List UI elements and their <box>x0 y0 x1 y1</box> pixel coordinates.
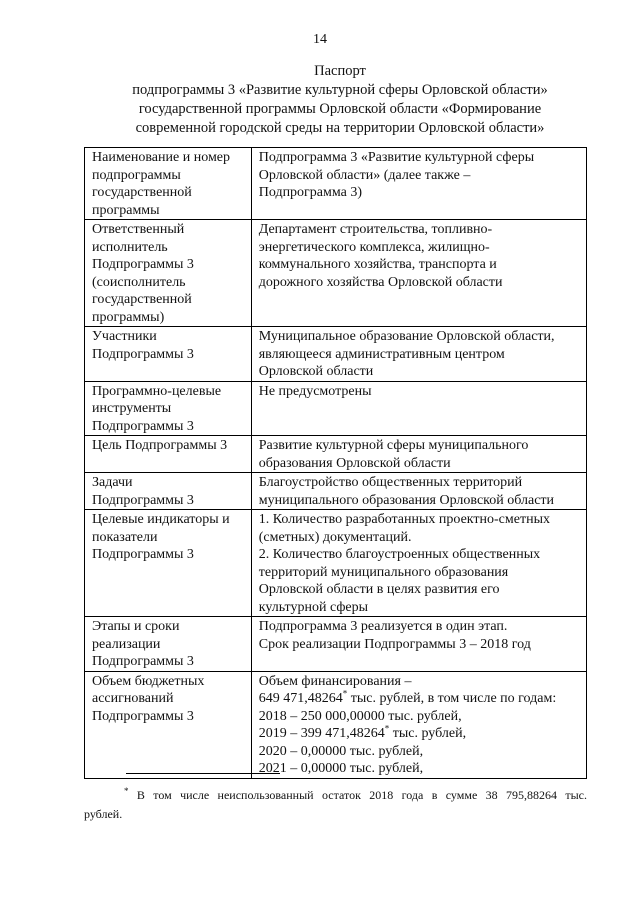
row-value-line: коммунального хозяйства, транспорта и <box>258 257 497 272</box>
row-value-line: Орловской области <box>258 364 374 379</box>
budget-total-suffix: тыс. рублей, в том числе по годам: <box>347 691 557 706</box>
row-label-line: государственной <box>92 292 192 307</box>
row-label-line: Подпрограммы 3 <box>92 654 194 669</box>
table-row <box>85 148 587 220</box>
row-label-line: инструменты <box>92 401 172 416</box>
row-label-cell <box>85 510 252 617</box>
table-row <box>85 617 587 672</box>
row-label-line: Задачи <box>92 475 133 490</box>
row-label-line: Ответственный <box>92 222 185 237</box>
row-label-line: показатели <box>92 529 158 545</box>
row-label-line: (соисполнитель <box>92 274 186 290</box>
row-value-cell <box>251 220 586 327</box>
title-line-1: Паспорт <box>314 63 366 79</box>
footnote-marker: * <box>384 723 390 734</box>
row-value-line: муниципального образования Орловской области <box>258 492 555 508</box>
footnote-marker: * <box>342 688 348 699</box>
budget-year-2019-amount: 2019 – 399 471,48264 <box>258 726 385 741</box>
row-value-line: Срок реализации Подпрограммы 3 – 2018 год <box>258 636 531 652</box>
table-row <box>85 436 587 473</box>
row-label-line: Подпрограммы 3 <box>92 346 194 362</box>
row-label-line: исполнитель <box>92 239 168 255</box>
row-label-line: программы) <box>92 309 165 325</box>
row-label-cell <box>85 617 252 672</box>
row-value-line: (сметных) документаций. <box>258 529 412 545</box>
row-label-cell <box>85 220 252 327</box>
budget-year-2018: 2018 – 250 000,00000 тыс. рублей, <box>258 708 462 724</box>
row-value-line: Орловской области в целях развития его <box>258 582 500 597</box>
title-line-3: государственной программы Орловской области «Формирование <box>138 101 542 117</box>
row-label-line: Цель Подпрограммы 3 <box>92 438 228 453</box>
table-row <box>85 510 587 617</box>
page-number: 14 <box>313 32 327 47</box>
row-label-line: ассигнований <box>92 691 174 706</box>
row-label-line: Программно-целевые <box>92 383 222 399</box>
row-label-line: Подпрограммы 3 <box>92 492 194 508</box>
row-label-cell <box>85 671 252 778</box>
row-value-cell <box>251 510 586 617</box>
table-row <box>85 473 587 510</box>
row-value-line: Муниципальное образование Орловской области, <box>258 329 555 344</box>
row-value-cell <box>251 148 586 220</box>
footnote <box>84 786 587 824</box>
row-value-line: энергетического комплекса, жилищно- <box>258 239 490 255</box>
table-row <box>85 327 587 382</box>
title-line-4: современной городской среды на территории Орловской области» <box>135 120 545 136</box>
row-value-cell <box>251 381 586 436</box>
footnote-line-1 <box>84 786 587 805</box>
row-value-line: Развитие культурной сферы муниципального <box>258 438 529 453</box>
table-row-budget <box>85 671 587 778</box>
row-value-line: 1. Количество разработанных проектно-сметных <box>258 512 550 527</box>
row-label-line: подпрограммы <box>92 167 181 183</box>
passport-table-body <box>85 148 587 779</box>
footnote-text-2: рублей. <box>84 807 123 821</box>
row-label-line: реализации <box>92 636 161 652</box>
row-value-line: Благоустройство общественных территорий <box>258 475 523 490</box>
row-label-line: Наименование и номер <box>92 150 231 165</box>
row-value-line: культурной сферы <box>258 599 369 615</box>
row-label-cell <box>85 327 252 382</box>
row-label-cell <box>85 436 252 473</box>
row-label-line: Подпрограммы 3 <box>92 257 194 272</box>
budget-total-amount: 649 471,48264 <box>258 691 343 706</box>
row-label-line: Объем бюджетных <box>92 673 205 689</box>
budget-total-line <box>259 690 582 708</box>
row-value-line: Орловской области» (далее также – <box>258 167 471 183</box>
row-label-line: Подпрограммы 3 <box>92 418 194 434</box>
row-value-line: являющееся административным центром <box>258 346 505 362</box>
budget-year-2019-suffix: тыс. рублей, <box>389 726 467 741</box>
passport-table <box>84 147 587 779</box>
footnote-text-1: В том числе неиспользованный остаток 2018 года в сумме 38 795,88264 тыс. <box>136 788 587 802</box>
budget-year-2019 <box>259 725 582 743</box>
table-row <box>85 381 587 436</box>
row-label-line: Этапы и сроки <box>92 619 180 634</box>
row-value-cell <box>251 436 586 473</box>
footnote-divider <box>126 773 280 774</box>
row-label-line: Целевые индикаторы и <box>92 512 230 527</box>
row-value-cell <box>251 473 586 510</box>
row-label-line: Участники <box>92 329 157 344</box>
row-value-line: 2. Количество благоустроенных общественных <box>258 547 541 562</box>
row-label-line: Подпрограммы 3 <box>92 708 194 724</box>
row-label-line: Подпрограммы 3 <box>92 547 194 562</box>
row-value-line: Подпрограмма 3 «Развитие культурной сферы <box>258 150 535 165</box>
row-value-line: дорожного хозяйства Орловской области <box>258 274 503 290</box>
row-label-line: государственной <box>92 185 192 200</box>
row-value-line: Подпрограмма 3 реализуется в один этап. <box>258 619 508 634</box>
document-title <box>80 62 600 138</box>
row-value-line: образования Орловской области <box>258 455 451 471</box>
table-row <box>85 220 587 327</box>
row-value-line: территорий муниципального образования <box>258 564 509 580</box>
row-value-cell <box>251 327 586 382</box>
budget-year-2021: 2021 – 0,00000 тыс. рублей, <box>258 761 424 776</box>
row-value-line: Подпрограмма 3) <box>258 185 363 200</box>
row-label-cell <box>85 148 252 220</box>
row-label-cell <box>85 473 252 510</box>
row-label-line: программы <box>92 202 160 218</box>
title-line-2: подпрограммы 3 «Развитие культурной сферы Орловской области» <box>132 82 548 98</box>
budget-year-2020: 2020 – 0,00000 тыс. рублей, <box>258 743 424 759</box>
footnote-marker: * <box>124 786 129 796</box>
budget-total-heading: Объем финансирования – <box>258 673 412 689</box>
row-value-cell <box>251 617 586 672</box>
row-value-line: Департамент строительства, топливно- <box>258 222 493 237</box>
row-label-cell <box>85 381 252 436</box>
row-value-line: Не предусмотрены <box>258 383 372 399</box>
row-value-cell <box>251 671 586 778</box>
